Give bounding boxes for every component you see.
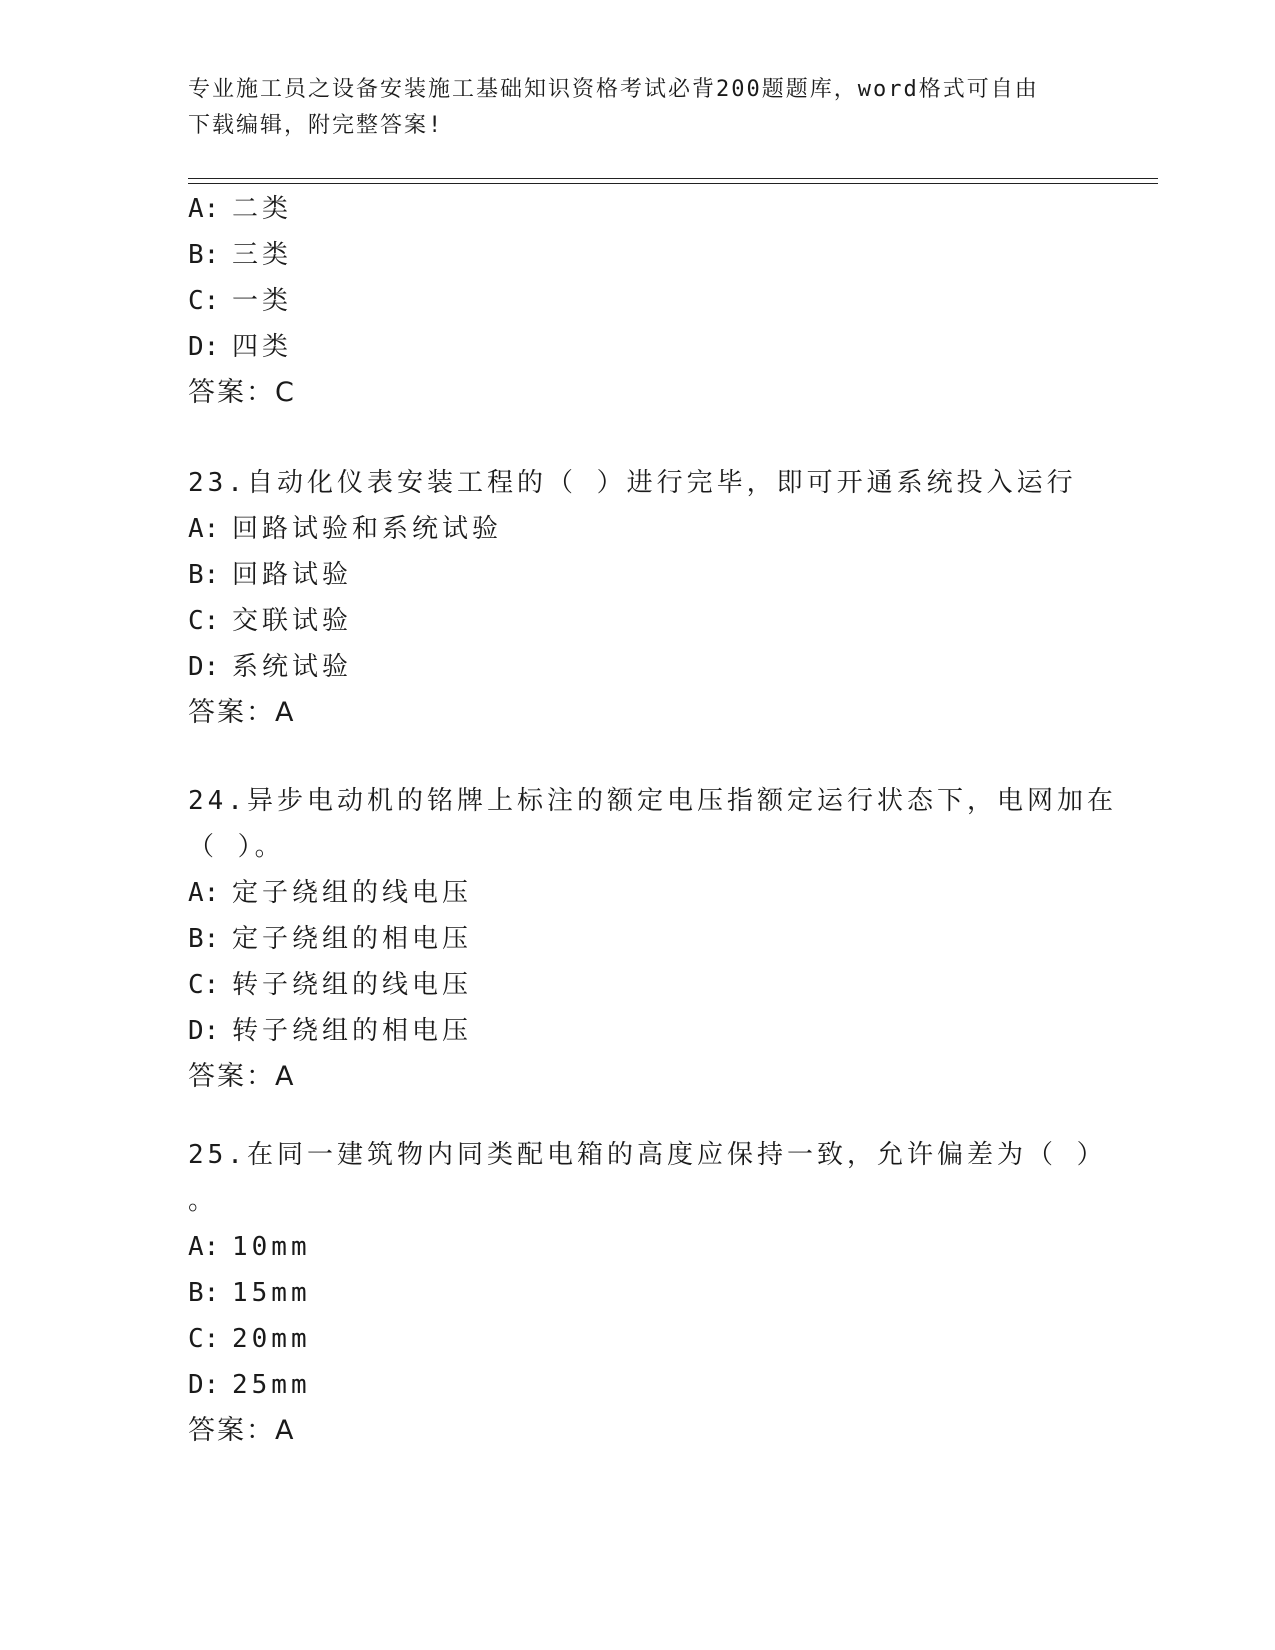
question-stem-continued: 。	[188, 1186, 219, 1216]
question-22	[188, 186, 1148, 416]
question-stem: 25.在同一建筑物内同类配电箱的高度应保持一致，允许偏差为（ ）	[188, 1140, 1107, 1170]
option-text: 回路试验和系统试验	[232, 514, 503, 544]
question-23	[188, 460, 1148, 736]
answer-line: 答案：A	[188, 697, 296, 728]
option-text: 三类	[232, 240, 293, 270]
option-text: 二类	[232, 194, 293, 224]
answer-line: 答案：A	[188, 1415, 296, 1446]
option-text: 定子绕组的相电压	[232, 924, 473, 954]
option-text: 四类	[232, 332, 293, 362]
option-text: 系统试验	[232, 652, 353, 682]
header-line-2: 下载编辑，附完整答案!	[188, 113, 444, 138]
option-key: B:	[188, 560, 220, 590]
option-c	[188, 962, 1148, 1008]
option-c	[188, 1316, 1148, 1362]
question-stem-continued: （ ）。	[188, 832, 285, 862]
option-key: C:	[188, 1324, 220, 1354]
option-key: C:	[188, 286, 220, 316]
option-b	[188, 552, 1148, 598]
answer-line: 答案：A	[188, 1061, 296, 1092]
option-text: 25mm	[232, 1370, 311, 1400]
option-key: D:	[188, 652, 220, 682]
option-d	[188, 1008, 1148, 1054]
answer-line: 答案：C	[188, 377, 296, 408]
option-key: B:	[188, 1278, 220, 1308]
option-key: A:	[188, 1232, 220, 1262]
option-d	[188, 324, 1148, 370]
option-text: 回路试验	[232, 560, 353, 590]
question-stem: 24.异步电动机的铭牌上标注的额定电压指额定运行状态下，电网加在	[188, 786, 1117, 816]
option-key: C:	[188, 970, 220, 1000]
option-text: 10mm	[232, 1232, 311, 1262]
option-c	[188, 278, 1148, 324]
option-text: 一类	[232, 286, 293, 316]
option-c	[188, 598, 1148, 644]
option-key: A:	[188, 878, 220, 908]
option-key: D:	[188, 1370, 220, 1400]
option-key: B:	[188, 240, 220, 270]
question-stem: 23.自动化仪表安装工程的（ ）进行完毕，即可开通系统投入运行	[188, 468, 1077, 498]
option-text: 定子绕组的线电压	[232, 878, 473, 908]
document-header	[188, 72, 1068, 144]
question-25	[188, 1132, 1148, 1454]
option-d	[188, 1362, 1148, 1408]
header-divider-top	[188, 178, 1158, 179]
option-key: B:	[188, 924, 220, 954]
option-key: A:	[188, 514, 220, 544]
option-text: 20mm	[232, 1324, 311, 1354]
option-key: D:	[188, 1016, 220, 1046]
option-a	[188, 186, 1148, 232]
option-b	[188, 232, 1148, 278]
header-line-1: 专业施工员之设备安装施工基础知识资格考试必背200题题库，word格式可自由	[188, 77, 1039, 102]
option-a	[188, 1224, 1148, 1270]
option-d	[188, 644, 1148, 690]
option-key: C:	[188, 606, 220, 636]
option-text: 转子绕组的相电压	[232, 1016, 473, 1046]
header-divider-bottom	[188, 183, 1158, 184]
option-b	[188, 916, 1148, 962]
option-key: A:	[188, 194, 220, 224]
option-text: 15mm	[232, 1278, 311, 1308]
option-text: 交联试验	[232, 606, 353, 636]
option-text: 转子绕组的线电压	[232, 970, 473, 1000]
option-b	[188, 1270, 1148, 1316]
option-a	[188, 870, 1148, 916]
question-24	[188, 778, 1148, 1100]
option-a	[188, 506, 1148, 552]
option-key: D:	[188, 332, 220, 362]
